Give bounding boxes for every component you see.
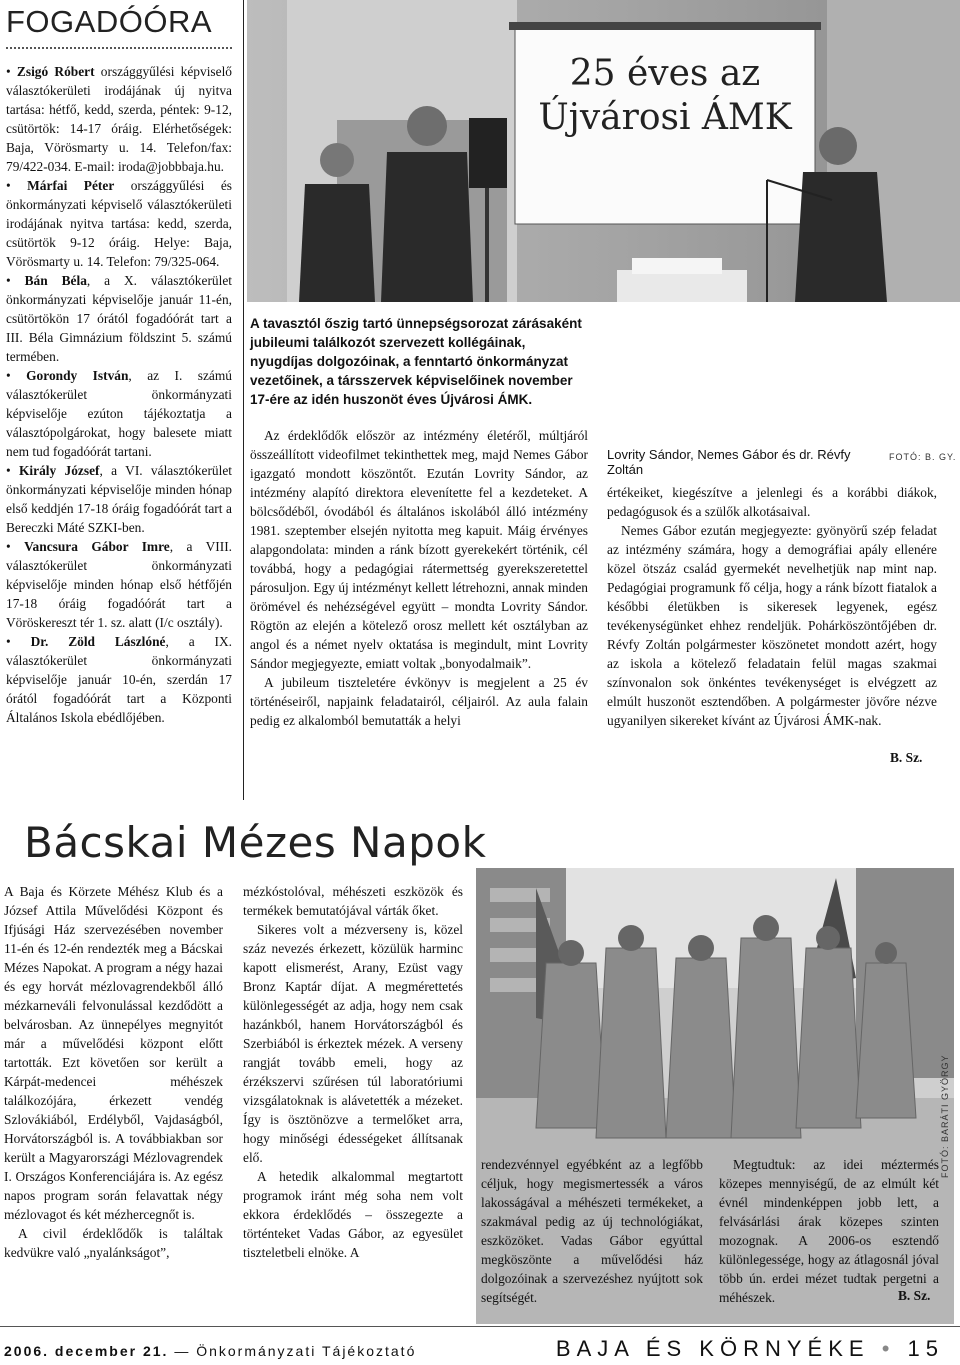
issue-date: 2006. december 21.: [4, 1343, 169, 1359]
bullet: •: [6, 463, 20, 478]
amk-photo: [247, 0, 960, 302]
paragraph: rendezvénnyel egyébként az a legfőbb céljuk, hogy megismertessék a város lakosságával a méhészeti termékeket, a szakmával pedig az új technológiákat, eszközöket. Vadas Gábor egyúttal megköszönte a művelődési ház dolgozóinak a szervezéshez nyújtott sok segítségét.: [481, 1157, 703, 1305]
paragraph: Nemes Gábor ezután megjegyezte: gyönyörű szép feladat az intézmény számára, hogy a demográfiai apály ellenére közel ötszáz család gyermekét nevelhetjük nap mint nap. Pedagógiai programunk fő célja, hogy a ránk bízott fiatalok a későbbi életükben is sikeresek legyenek, egész tevékenységünket ehhez rendeljük. Pohárköszöntőjében dr. Révfy Zoltán polgármester köszönetet mondott azért, hogy az iskola a kötelező feladatain felül magas szakmai színvonalon sok önkéntes tevékenységet is elvégzett az elmúlt huszonöt esztendőben. A polgármester jövőre nézve ugyanilyen sikereket kívánt az Újvárosi ÁMK-nak.: [607, 523, 937, 728]
footer-left: [4, 1343, 416, 1359]
amk-lead: A tavasztól őszig tartó ünnepségsorozat zárásaként jubileumi találkozót szervezett kollégáinak, nyugdíjas dolgozóinak, a fenntartó önkormányzat vezetőinek, a társszervek képviselőinek november 17-ére az idén huszonöt éves Újvárosi ÁMK.: [250, 316, 582, 407]
page-number: 15: [907, 1336, 944, 1361]
office-hours-text: , az I. számú választókerület önkormányzati képviselője ezúton tájékoztatja a választópolgárokat, hogy balesete miatt nem tud fogadóórát tartani.: [6, 368, 232, 459]
representative-name: Vancsura Gábor Imre: [24, 539, 170, 554]
paragraph: mézkóstolóval, méhészeti eszközök és termékek bemutatójával várták őket.: [243, 884, 463, 918]
paragraph: Megtudtuk: az idei méztermés közepes mennyiségű, de az elmúlt két évnél mindenképpen jobb lett, a felvásárlási árak közepes szinten mozognak. A 2006-os esztendő különlegessége, hogy az átlagosnál jóval több ún. erdei mézet tudtak pergetni a méhészek.: [719, 1157, 939, 1305]
paragraph: A jubileum tiszteletére évkönyv is megjelent a 25 év történéseiről, napjaink feladatairól, céljairól. Az aula falain pedig ez alkalomból bemutatták a helyi: [250, 675, 588, 728]
bullet: •: [6, 368, 27, 383]
mezes-body-col3: [481, 1155, 703, 1307]
footer-dash: —: [174, 1343, 197, 1359]
office-hours-text: , a X. választókerület önkormányzati képviselője január 11-én, csütörtökön 17 órától fogadóórát tart a III. Béla Gimnázium földszint 5. számú termében.: [6, 273, 232, 364]
representative-name: Zsigó Róbert: [16, 64, 95, 79]
office-hours-item: [6, 271, 232, 366]
representative-name: Király József: [19, 463, 100, 478]
article-headline: Bácskai Mézes Napok: [24, 818, 487, 867]
amk-photo-svg: [247, 0, 960, 302]
office-hours-text: országgyűlési és önkormányzati képviselő választókerületi irodájának nyitva tartása: kedd, szerda, csütörtök 9-12 óráig. Helye: Baja, Vörösmarty u. 14. Telefon: 79/325-064.: [6, 178, 232, 269]
office-hours-item: [6, 366, 232, 461]
mezes-body-col2: [243, 882, 463, 1262]
publication-name: Önkormányzati Tájékoztató: [196, 1343, 417, 1359]
footer-right: [556, 1336, 944, 1362]
photo-credit: FOTÓ: B. GY.: [889, 452, 957, 462]
bullet: •: [6, 273, 25, 288]
office-hours-list: [6, 62, 232, 727]
office-hours-text: , a VIII. választókerület önkormányzati képviselője minden hónap első hétfőjén 17-18 óráig fogadóórát tart a Vöröskereszt tér 1. sz. alatt (I/c osztály).: [6, 539, 233, 630]
representative-name: Dr. Zöld Lászlóné: [30, 634, 166, 649]
bullet: •: [6, 634, 31, 649]
office-hours-text: , a IX. választókerület önkormányzati képviselője január 10-én, szerdán 17 órától fogadóórát tart a Központi Általános Iskola ebédlőjében.: [6, 634, 233, 725]
mezes-body-col1: [4, 882, 223, 1262]
office-hours-item: [6, 461, 232, 537]
bullet: •: [6, 539, 25, 554]
fogadoora-title: FOGADÓÓRA: [6, 4, 213, 39]
office-hours-item: [6, 632, 232, 727]
bullet: •: [881, 1336, 896, 1361]
representative-name: Márfai Péter: [27, 178, 115, 193]
paragraph: A hetedik alkalommal megtartott programok iránt még soha nem volt ekkora érdeklődés – összegezte a történteket Vadas Gábor, az egyesület tiszteletbeli elnöke. A: [243, 1169, 463, 1260]
bullet: •: [6, 178, 28, 193]
screen-text: 25 éves az Újvárosi ÁMK: [538, 53, 792, 138]
office-hours-item: [6, 62, 232, 176]
paragraph: Az érdeklődők először az intézmény életéről, múltjáról összeállított videofilmet tekinthettek meg, majd Nemes Gábor igazgató mondott köszöntőt. Ezután Lovrity Sándor, az intézmény alapító direktora elevenítette fel a kezdeteket. A bölcsődéből, óvodából és általános iskolából álló intézmény 1981. szeptember elsején nyitotta meg kapuit. Máig érvényes alapgondolata: minden a ránk bízott gyerekekért történik, cél továbbá, hogy a pedagógiai rátermettség gyerekszeretettel párosuljon. Egy új intézményt kellett létrehozni, annak minden örömével és nehézségével együtt – mondta Lovrity Sándor. Rögtön az elején a kötelező orosz mellett két osztályban az angol és a német nyelv oktatása is megindult, mint Lovrity Sándor megjegyezte, emiatt voltak „bonyodalmaik”.: [250, 428, 588, 671]
title-divider: [6, 47, 232, 49]
parade-photo-credit: FOTÓ: BARÁTI GYÖRGY: [940, 1054, 950, 1178]
office-hours-text: , a VI. választókerület önkormányzati képviselője minden hónap első keddjén 17-18 óráig fogadóórát tart a Bereczki Máté SZKI-ben.: [6, 463, 232, 535]
office-hours-text: országgyűlési képviselő választókerületi irodájának új nyitva tartása: hétfő, kedd, szerda, péntek: 9-12, csütörtök: 14-17 óráig. Elérhetőségek: Baja, Vörösmarty u. 14. Telefon/fax: 79/422-034. E-mail: iroda@jobbbaja.hu.: [6, 64, 232, 174]
amk-body-col3: [607, 483, 937, 730]
paragraph: Sikeres volt a mézverseny is, közel száz nevezés érkezett, közülük harminc kapott elismerést, Arany, Ezüst vagy Bronz Kaptár díjat. A megmérettetés különlegességét az adja, hogy nem csak hazánkból, hanem Horvátországból és Szerbiából is érkeztek mézek. A verseny rangját tovább emeli, hogy az érzékszervi szűrésen túl laboratóriumi vizsgálatoknak is alávetették a mézeket. Így is ösztönözve a termelőket arra, hogy minőségi édességeket állítsanak elő.: [243, 922, 463, 1165]
column-divider: [243, 0, 244, 800]
photo-caption: Lovrity Sándor, Nemes Gábor és dr. Révfy Zoltán: [607, 447, 851, 477]
paragraph: A civil érdeklődők is találtak kedvükre való „nyalánkságot”,: [4, 1226, 223, 1260]
representative-name: Bán Béla: [24, 273, 87, 288]
paragraph: értékeiket, kiegészítve a jelenlegi és a korábbi diákok, pedagógusok és a szülők alkotásaival.: [607, 485, 937, 519]
office-hours-item: [6, 176, 232, 271]
bullet: •: [6, 64, 17, 79]
paragraph: A Baja és Körzete Méhész Klub és a József Attila Művelődési Központ és Ifjúsági Ház szervezésében november 11-én és 12-én rendezték meg a Bácskai Mézes Napokat. A program a négy hazai és egy horvát mézlovagrendekből álló mézkarneváli felvonulással kezdődött a belvárosban. Az ünnepélyes megnyitót már a művelődési központ előtt tartották. Ezt követően sor került a Kárpát-medencei méhészek találkozójára, érkezett vendég Szlovákiából, Erdélyből, Vajdaságból, Horvátországból is. A továbbiakban sor került a Magyarországi Mézlovagrendek I. Országos Konferenciájára is. Az egész napos program során felavattak négy mézlovagot és két mézhercegnőt is.: [4, 884, 223, 1222]
representative-name: Gorondy István: [26, 368, 129, 383]
footer-divider: [0, 1326, 960, 1327]
section-name: BAJA ÉS KÖRNYÉKE: [555, 1336, 870, 1361]
amk-body-col2: [250, 426, 588, 730]
mezes-signature: B. Sz.: [898, 1288, 931, 1303]
office-hours-item: [6, 537, 232, 632]
amk-signature: B. Sz.: [890, 750, 923, 765]
mezes-body-col4: [719, 1155, 939, 1307]
